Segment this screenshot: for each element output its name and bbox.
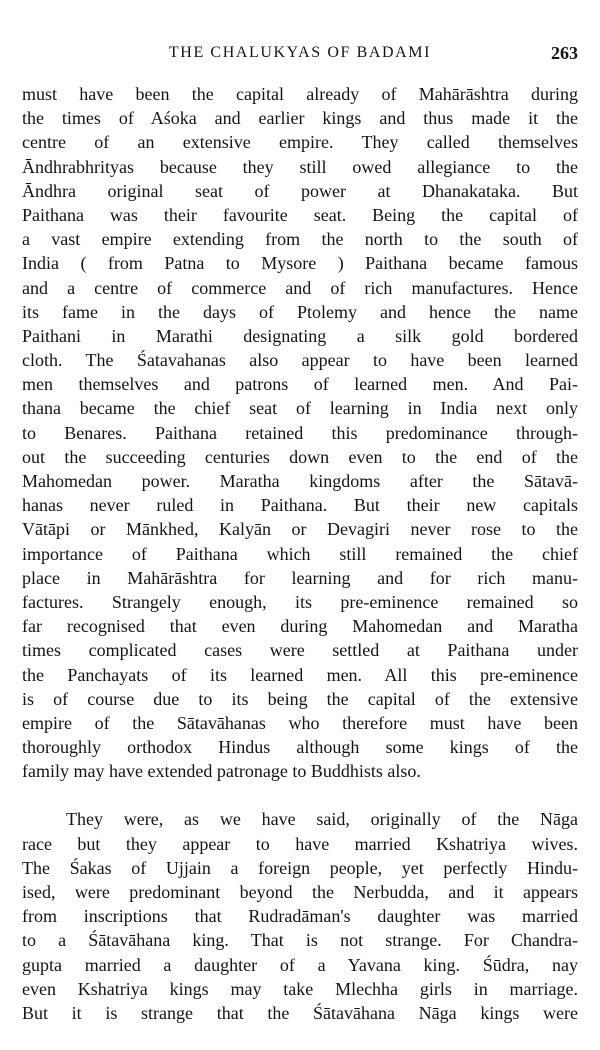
text-line: importance of Paithana which still remained the chief: [22, 543, 578, 564]
text-line: hanas never ruled in Paithana. But their new capitals: [22, 495, 578, 516]
text-line: Mahomedan power. Maratha kingdoms after the Sātavā-: [22, 471, 578, 491]
text-line: and a centre of commerce and of rich manufactures. Hence: [22, 277, 578, 298]
text-line: must have been the capital already of Mahārāshtra during: [22, 84, 578, 104]
text-line: to a Śātavāhana king. That is not strange. For Chandra-: [22, 930, 578, 951]
text-line: They were, as we have said, originally of the Nāga: [66, 809, 578, 830]
text-line: times complicated cases were settled at Paithana under: [22, 640, 578, 661]
text-line: out the succeeding centuries down even to the end of the: [22, 446, 578, 467]
text-line: Paithana was their favourite seat. Being the capital of: [22, 204, 578, 225]
text-line: family may have extended patronage to Buddhists also.: [22, 761, 421, 782]
paragraph-2: [22, 807, 578, 1025]
text-line: Paithani in Marathi designating a silk gold bordered: [22, 325, 578, 346]
text-line: Āndhra original seat of power at Dhanakataka. But: [22, 180, 578, 201]
text-line: place in Mahārāshtra for learning and for rich manu-: [22, 567, 578, 588]
text-line: from inscriptions that Rudradāman's daughter was married: [22, 906, 578, 927]
page-number: 263: [551, 43, 578, 63]
text-line: The Śakas of Ujjain a foreign people, yet perfectly Hindu-: [22, 857, 578, 878]
text-line: factures. Strangely enough, its pre-eminence remained so: [22, 591, 578, 612]
body-text: [22, 82, 578, 1025]
text-line: cloth. The Śatavahanas also appear to have been learned: [22, 350, 578, 371]
text-line: a vast empire extending from the north to the south of: [22, 229, 578, 250]
paragraph-spacer: [22, 783, 578, 807]
text-line: India ( from Patna to Mysore ) Paithana became famous: [22, 253, 578, 274]
text-line: even Kshatriya kings may take Mlechha girls in marriage.: [22, 978, 578, 999]
text-line: race but they appear to have married Kshatriya wives.: [22, 833, 578, 854]
running-header: [22, 44, 578, 66]
text-line: the Panchayats of its learned men. All this pre-eminence: [22, 664, 578, 685]
paragraph-1: [22, 82, 578, 783]
running-title: THE CHALUKYAS OF BADAMI: [168, 44, 432, 61]
text-line: Āndhrabhrityas because they still owed allegiance to the: [22, 156, 578, 177]
text-line: to Benares. Paithana retained this predominance through-: [22, 422, 578, 443]
text-line: thana became the chief seat of learning in India next only: [22, 398, 578, 419]
text-line: is of course due to its being the capital of the extensive: [22, 688, 578, 709]
text-line: empire of the Sātavāhanas who therefore must have been: [22, 712, 578, 733]
text-line: far recognised that even during Mahomedan and Maratha: [22, 616, 578, 637]
text-line: ised, were predominant beyond the Nerbudda, and it appears: [22, 882, 578, 902]
text-line: But it is strange that the Śātavāhana Nāga kings were: [22, 1002, 578, 1023]
text-line: gupta married a daughter of a Yavana king. Śūdra, nay: [22, 954, 578, 975]
text-line: its fame in the days of Ptolemy and hence the name: [22, 301, 578, 322]
text-line: men themselves and patrons of learned men. And Pai-: [22, 374, 578, 395]
text-line: thoroughly orthodox Hindus although some kings of the: [22, 737, 578, 758]
text-line: the times of Aśoka and earlier kings and thus made it the: [22, 108, 578, 129]
text-line: centre of an extensive empire. They called themselves: [22, 132, 578, 153]
text-line: Vātāpi or Mānkhed, Kalyān or Devagiri never rose to the: [22, 519, 578, 540]
